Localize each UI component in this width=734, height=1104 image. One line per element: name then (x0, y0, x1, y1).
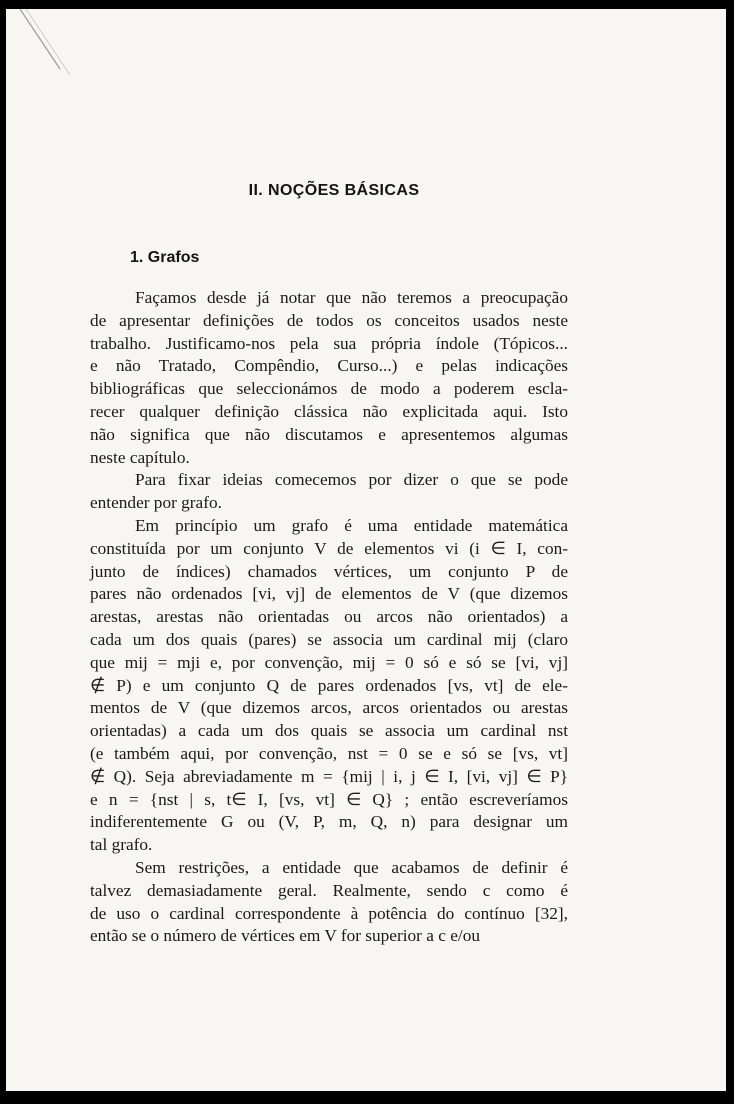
paragraph (90, 469, 568, 515)
text-line: bibliográficas que seleccionámos de modo a poderem escla- (90, 379, 568, 399)
text-line: junto de índices) chamados vértices, um conjunto P de (90, 561, 568, 581)
text-line: (e também aqui, por convenção, nst = 0 se e só se [vs, vt] (90, 743, 568, 763)
text-line: entender por grafo. (90, 493, 222, 513)
text-line: arestas, arestas não orientadas ou arcos não orientados) a (90, 607, 568, 627)
text-line: de uso o cardinal correspondente à potência do contínuo [32], (90, 903, 568, 923)
text-line: indiferentemente G ou (V, P, m, Q, n) para designar um (90, 812, 568, 832)
chapter-title: II. NOÇÕES BÁSICAS (248, 182, 420, 199)
text-line: constituída por um conjunto V de elementos vi (i ∈ I, con- (90, 538, 568, 558)
text-line: cada um dos quais (pares) se associa um cardinal mij (claro (90, 629, 568, 649)
text-line: neste capítulo. (90, 447, 190, 467)
text-line: ∉ P) e um conjunto Q de pares ordenados [vs, vt] de ele- (90, 675, 568, 695)
text-line: mentos de V (que dizemos arcos, arcos orientados ou arestas (90, 698, 568, 718)
text-line: ∉ Q). Seja abreviadamente m = {mij | i, j ∈ I, [vi, vj] ∈ P} (90, 766, 568, 786)
text-line: trabalho. Justificamo-nos pela sua própria índole (Tópicos... (90, 333, 568, 353)
section-title: 1. Grafos (130, 249, 200, 266)
paragraph (90, 515, 568, 857)
text-line: pares não ordenados [vi, vj] de elementos de V (que dizemos (90, 584, 568, 604)
text-line: então se o número de vértices em V for superior a c e/ou (90, 926, 480, 946)
text-line: Façamos desde já notar que não teremos a preocupação (135, 288, 568, 307)
paragraph (90, 857, 568, 948)
text-line: tal grafo. (90, 835, 153, 855)
corner-fold-mark (20, 9, 80, 79)
text-line: que mij = mji e, por convenção, mij = 0 só e só se [vi, vj] (90, 652, 568, 672)
text-line: Sem restrições, a entidade que acabamos de definir é (135, 857, 568, 877)
book-page (6, 9, 726, 1091)
text-line: e n = {nst | s, t∈ I, [vs, vt] ∈ Q} ; então escreveríamos (90, 789, 568, 809)
text-line: orientadas) a cada um dos quais se associa um cardinal nst (90, 721, 568, 741)
paragraph (90, 287, 568, 469)
text-line: Para fixar ideias comecemos por dizer o que se pode (135, 470, 568, 490)
text-line: de apresentar definições de todos os conceitos usados neste (90, 310, 568, 330)
text-line: e não Tratado, Compêndio, Curso...) e pelas indicações (90, 356, 568, 376)
body-text (90, 287, 568, 948)
text-line: recer qualquer definição clássica não explicitada aqui. Isto (90, 401, 568, 421)
text-line: talvez demasiadamente geral. Realmente, sendo c como é (90, 880, 568, 900)
text-line: não significa que não discutamos e apresentemos algumas (90, 424, 568, 444)
text-line: Em princípio um grafo é uma entidade matemática (135, 515, 568, 535)
